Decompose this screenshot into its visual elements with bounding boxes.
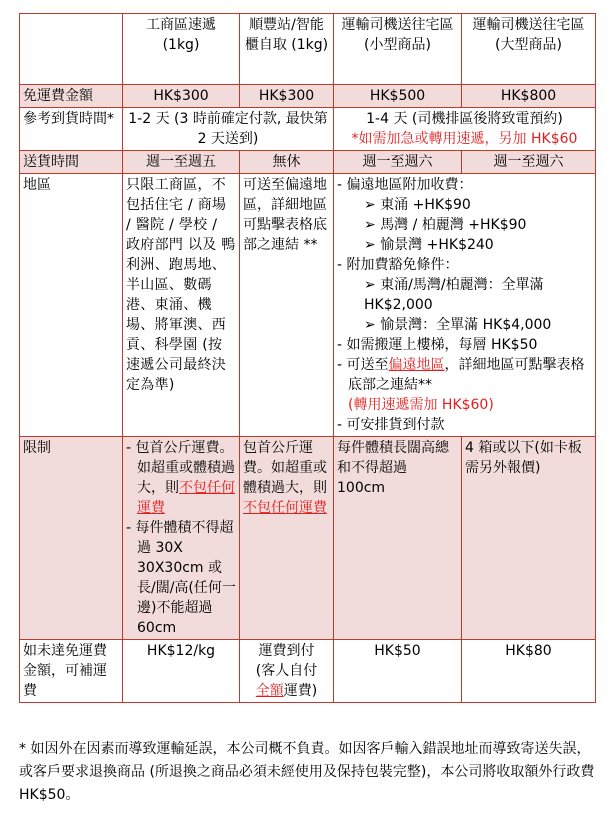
waiver-condition: ➢ 愉景灣：全單滿 HK$4,000 <box>364 315 592 335</box>
remote-area-link[interactable]: 偏遠地區 <box>388 357 445 373</box>
full-amount-text: 全額 <box>255 683 284 699</box>
reference-time-label: 參考到貨時間* <box>20 108 123 151</box>
area-row <box>20 174 596 437</box>
delivery-days-col3: 週一至週六 <box>334 151 462 174</box>
free-shipping-row <box>20 85 596 108</box>
restrictions-driver-small: 每件體積長闊高總和不得超過 100cm <box>334 437 462 640</box>
remote-surcharge-item <box>337 175 592 255</box>
under-free-col2-line1: 運費到付 <box>258 643 315 659</box>
reference-time-driver-text: 1-4 天 (司機排區後將致電預約) <box>366 111 563 127</box>
waiver-list <box>348 275 592 335</box>
waiver-item <box>337 255 592 335</box>
waiver-condition: ➢ 東涌/馬灣/柏麗灣：全單滿 HK$2,000 <box>364 275 592 315</box>
restrictions-row <box>20 437 596 640</box>
header-row <box>20 14 596 85</box>
remote-link-item <box>337 355 592 415</box>
free-shipping-col1: HK$300 <box>123 85 240 108</box>
under-free-col2-line3 <box>243 681 330 701</box>
restriction-no-shipping-link: 不包任何運費 <box>137 480 235 516</box>
remote-surcharge-list <box>348 195 592 255</box>
restrictions-commercial-list <box>126 438 236 638</box>
under-free-row <box>20 640 596 703</box>
restrictions-locker-no-shipping: 不包任何運費 <box>243 500 327 516</box>
header-commercial-express: 工商區速遞 (1kg) <box>123 14 240 85</box>
area-commercial: 只限工商區，不包括住宅 / 商場 / 醫院 / 學校 / 政府部門 以及 鴨利洲、跑馬地、半山區、數碼港、東涌、機場、將軍澳、西貢、科學園 (按速遞公司最終決定為準) <box>123 174 240 437</box>
under-free-col2-line3-suffix: 運費) <box>283 683 318 699</box>
remote-link-prefix: 可送至 <box>346 357 389 373</box>
delivery-table <box>19 13 596 703</box>
free-shipping-col4: HK$800 <box>462 85 596 108</box>
reference-time-driver <box>334 108 596 151</box>
under-free-col2-line2: (客人自付 <box>255 663 318 679</box>
reference-time-urgent-note: *如需加急或轉用速遞，另加 HK$60 <box>351 131 578 147</box>
restrictions-commercial <box>123 437 240 640</box>
footnote: * 如因外在因素而導致運輸延誤，本公司概不負責。如因客戶輸入錯誤地址而導致寄送失誤，或客戶要求退換商品 (所退換之商品必須未經使用及保持包裝完整)，本公司將收取額外行政費 HK$50。 <box>19 741 595 803</box>
remote-surcharge-title: 偏遠地區附加收費： <box>346 177 473 193</box>
free-shipping-label: 免運費金額 <box>20 85 123 108</box>
header-driver-small: 運輸司機送往宅區 (小型商品) <box>334 14 462 85</box>
stairs-fee-item: - 如需搬運上樓梯，每層 HK$50 <box>337 335 592 355</box>
delivery-days-col1: 週一至週五 <box>123 151 240 174</box>
remote-item: ➢ 愉景灣 +HK$240 <box>364 235 592 255</box>
under-free-col2 <box>240 640 334 703</box>
delivery-days-col2: 無休 <box>240 151 334 174</box>
header-empty-cell <box>20 14 123 85</box>
restriction-overweight <box>126 438 236 518</box>
delivery-days-label: 送貨時間 <box>20 151 123 174</box>
delivery-days-row <box>20 151 596 174</box>
header-driver-large: 運輸司機送往宅區 (大型商品) <box>462 14 596 85</box>
remote-link-suffix: ，詳細地區可點擊表格底部之連結** <box>348 357 585 393</box>
waiver-title: 附加費豁免條件： <box>346 257 459 273</box>
free-shipping-col2: HK$300 <box>240 85 334 108</box>
under-free-col4: HK$80 <box>462 640 596 703</box>
restrictions-label: 限制 <box>20 437 123 640</box>
remote-item: ➢ 馬灣 / 柏麗灣 +HK$90 <box>364 215 592 235</box>
area-locker: 可送至偏遠地區，詳細地區可點擊表格底部之連結 ** <box>240 174 334 437</box>
under-free-col1: HK$12/kg <box>123 640 240 703</box>
under-free-label: 如未達免運費金額，可補運費 <box>20 640 123 703</box>
reference-time-express: 1-2 天 (3 時前確定付款, 最快第 2 天送到) <box>123 108 334 151</box>
free-shipping-col3: HK$500 <box>334 85 462 108</box>
express-surcharge-note: (轉用速遞需加 HK$60) <box>348 397 494 413</box>
under-free-col3: HK$50 <box>334 640 462 703</box>
remote-item: ➢ 東涌 +HK$90 <box>364 195 592 215</box>
cod-item: - 可安排貨到付款 <box>337 415 592 435</box>
reference-time-row <box>20 108 596 151</box>
restrictions-driver-large: 4 箱或以下(如卡板需另外報價) <box>462 437 596 640</box>
restrictions-locker <box>240 437 334 640</box>
delivery-days-col4: 週一至週六 <box>462 151 596 174</box>
restriction-overweight-text: 包首公斤運費。如超重或體積過大，則 <box>135 440 235 496</box>
area-driver-list <box>337 175 592 435</box>
header-locker-pickup: 順豐站/智能櫃自取 (1kg) <box>240 14 334 85</box>
area-driver <box>334 174 596 437</box>
restriction-size: - 每件體積不得超過 30X 30X30cm 或長/闊/高(任何一邊)不能超過 60cm <box>126 518 236 638</box>
restrictions-locker-text: 包首公斤運費。如超重或體積過大，則 <box>243 440 327 496</box>
area-label: 地區 <box>20 174 123 437</box>
